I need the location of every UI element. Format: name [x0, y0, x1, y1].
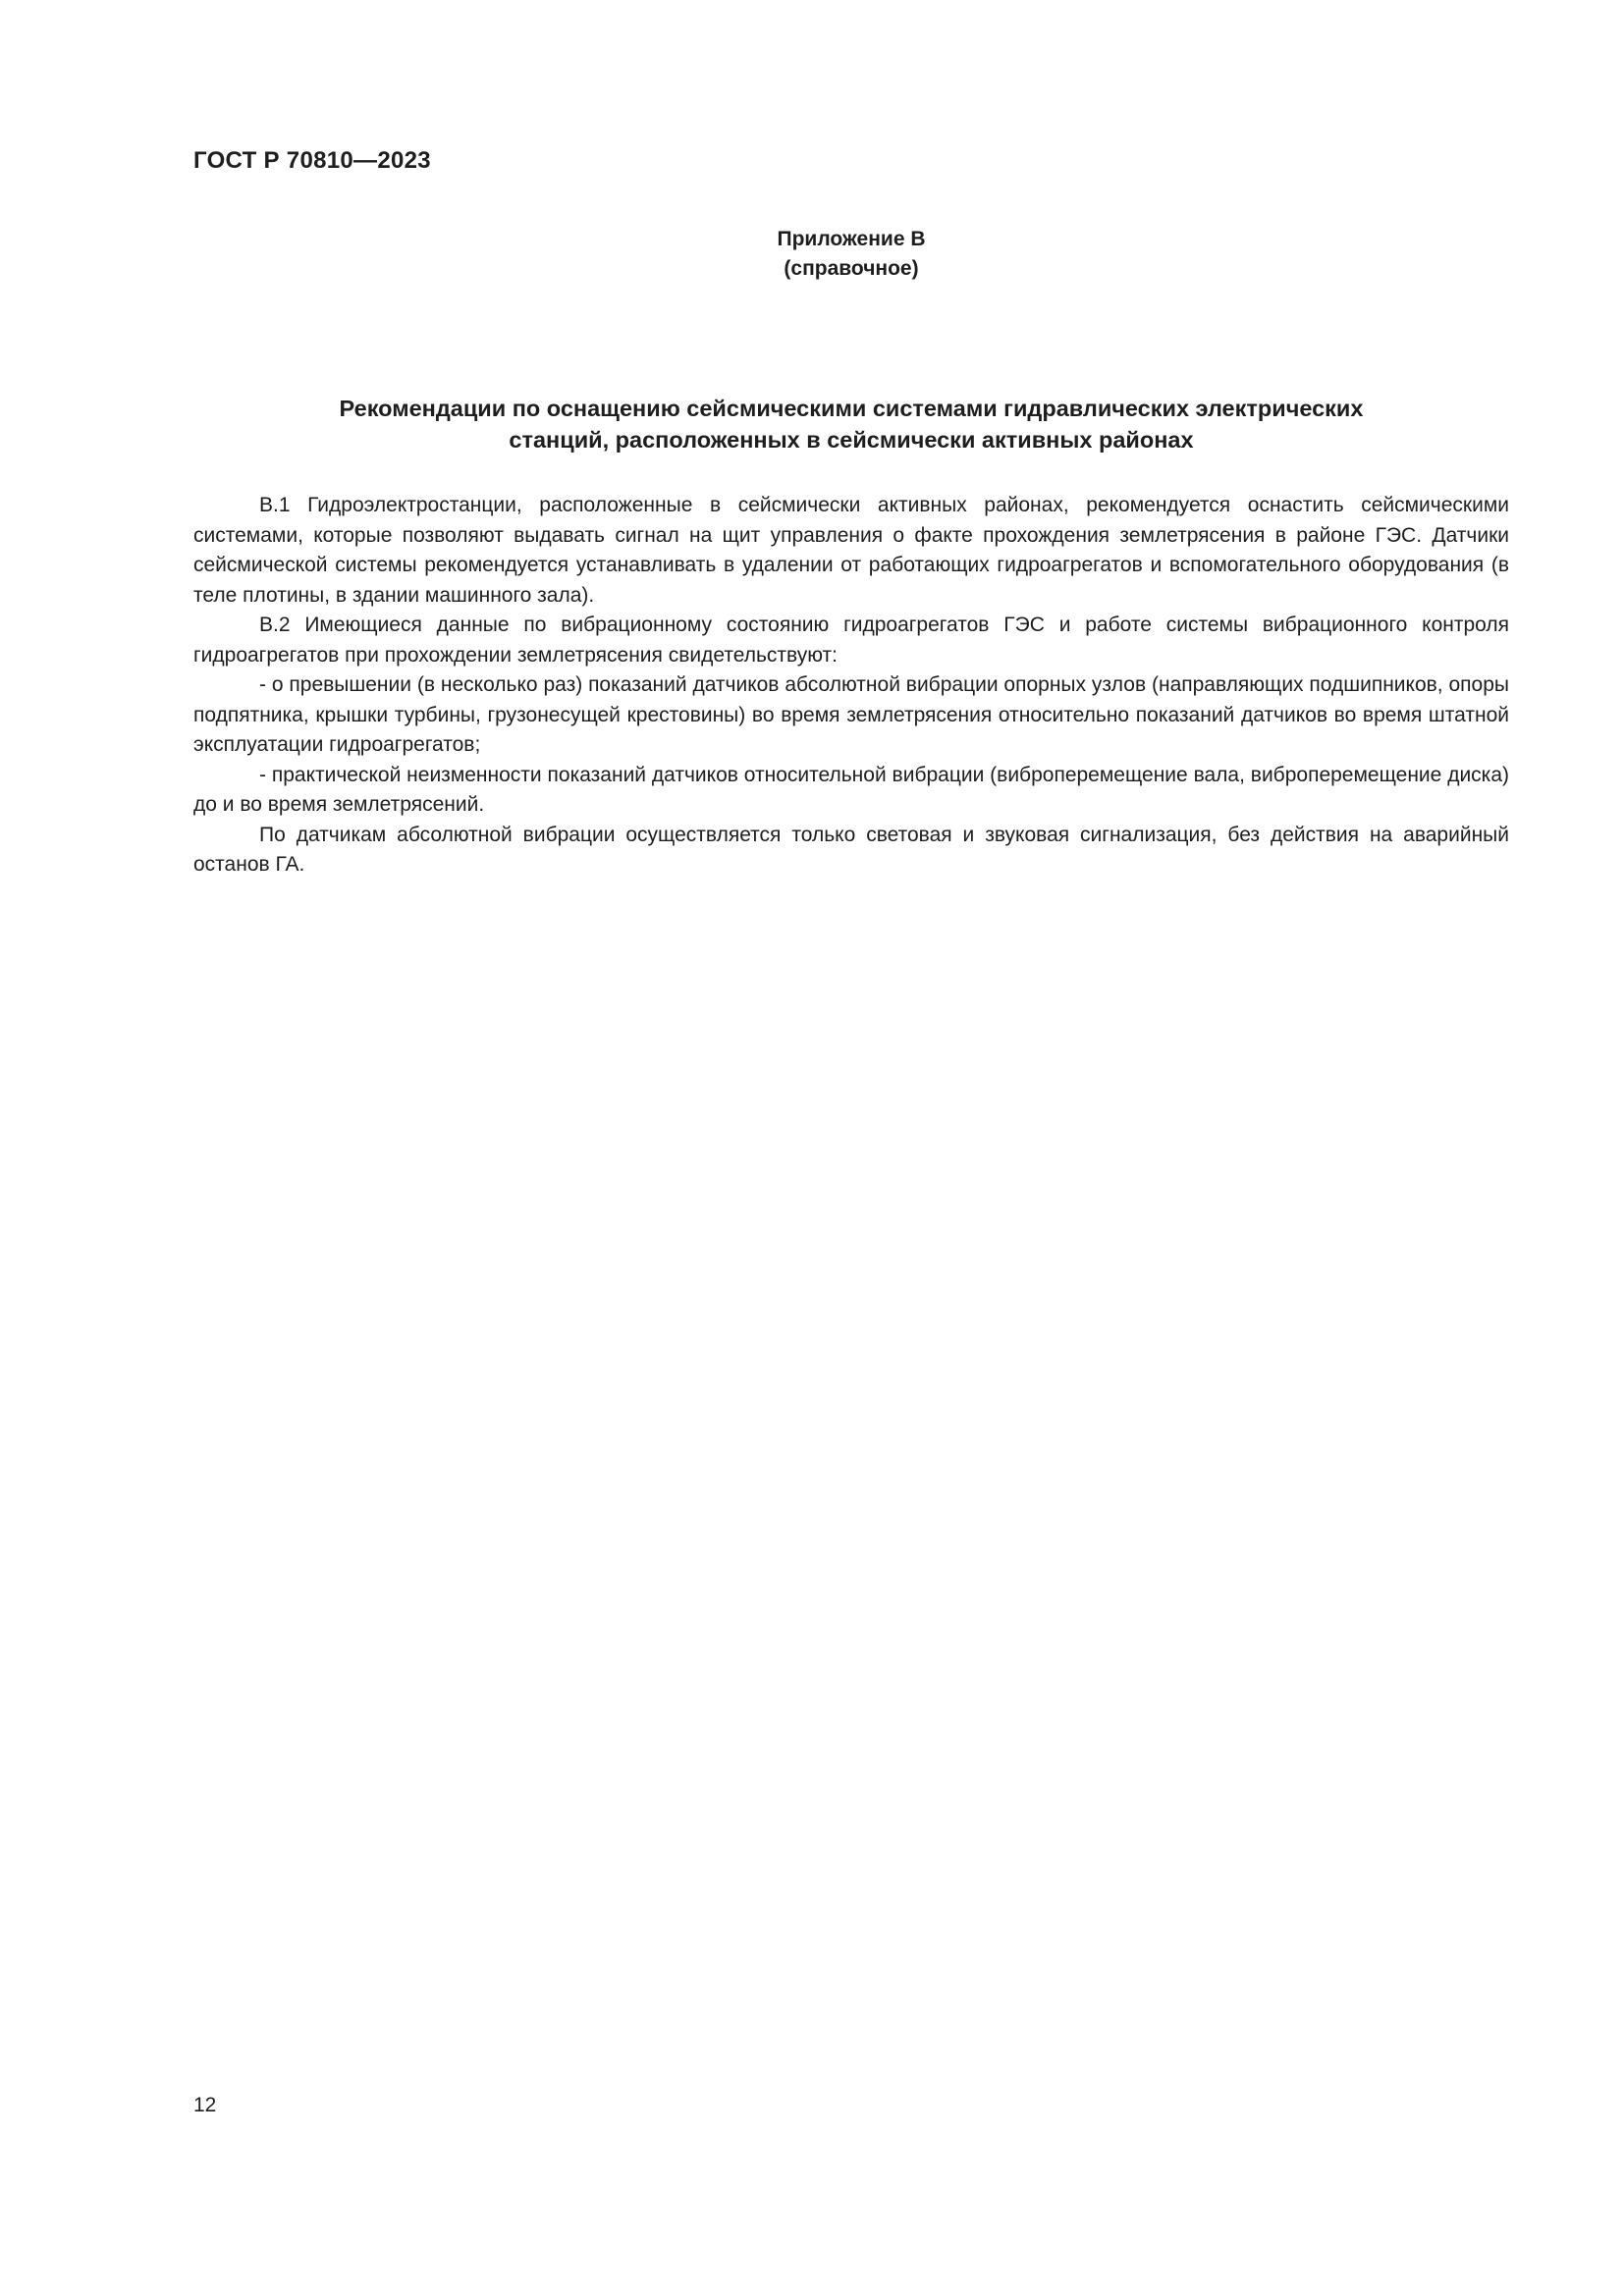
- paragraph-b1: В.1 Гидроэлектростанции, расположенные в сейсмически активных районах, рекомендуется оснастить сейсмическими системами, которые позволяют выдавать сигнал на щит управления о факте прохождения землетрясения в районе ГЭС. Датчики сейсмической системы рекомендуется устанавливать в удалении от работающих гидроагрегатов и вспомогательного оборудования (в теле плотины, в здании машинного зала).: [193, 494, 1509, 607]
- body-text: [193, 491, 1509, 881]
- appendix-label: Приложение В: [777, 228, 926, 250]
- page-number: 12: [193, 2094, 217, 2116]
- appendix-title: [193, 393, 1509, 455]
- appendix-heading: [0, 225, 1624, 284]
- appendix-title-line-1: Рекомендации по оснащению сейсмическими системами гидравлических электрических: [339, 396, 1364, 421]
- standard-id-header: ГОСТ Р 70810—2023: [193, 147, 431, 174]
- list-item-relative-vibration: - практической неизменности показаний датчиков относительной вибрации (виброперемещение вала, виброперемещение диска) до и во время землетрясений.: [193, 763, 1509, 816]
- list-item-absolute-vibration: - о превышении (в несколько раз) показаний датчиков абсолютной вибрации опорных узлов (направляющих подшипников, опоры подпятника, крышки турбины, грузонесущей крестовины) во время землетрясения относительно показаний датчиков во время штатной эксплуатации гидроагрегатов;: [193, 673, 1509, 756]
- appendix-type: (справочное): [784, 257, 919, 280]
- appendix-title-line-2: станций, расположенных в сейсмически активных районах: [509, 427, 1194, 453]
- paragraph-signalling: По датчикам абсолютной вибрации осуществляется только световая и звуковая сигнализация, без действия на аварийный останов ГА.: [193, 823, 1509, 876]
- paragraph-b2: В.2 Имеющиеся данные по вибрационному состоянию гидроагрегатов ГЭС и работе системы вибрационного контроля гидроагрегатов при прохождении землетрясения свидетельствуют:: [193, 614, 1509, 667]
